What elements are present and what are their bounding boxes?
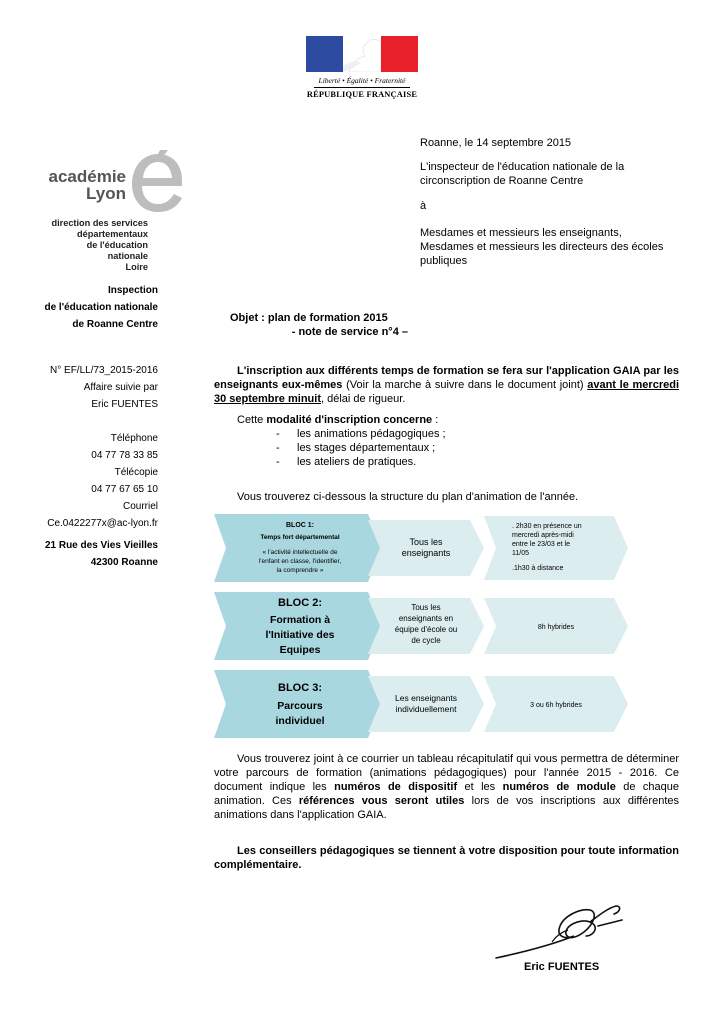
duration1-text: . 2h30 en présence un [512,523,582,530]
training-plan-diagram [214,512,684,748]
recipient-line: publiques [420,255,468,267]
republique-francaise-logo [306,36,418,106]
address-line: 42300 Roanne [90,557,158,568]
public1-text: Tous les [409,537,443,547]
letter-date: Roanne, le 14 septembre 2015 [420,137,572,149]
sender-reference-block [47,362,158,532]
modality-list [276,427,446,469]
bloc3-title: BLOC 3: [278,682,322,694]
fax-number: 04 77 67 65 10 [91,484,158,495]
public2-text: de cycle [411,636,441,645]
p1-mid: (Voir la marche à suivre dans le document joint) [342,379,588,391]
p1-bold: L'inscription aux différents temps de formation se fera sur l'application GAIA par les enseignants eux-mêmes [214,365,679,391]
p1-end: , délai de rigueur. [320,393,406,405]
sender-title-line: de Roanne Centre [72,319,158,330]
from-line: L'inspecteur de l'éducation nationale de la [420,161,625,173]
list-item: - les stages départementaux ; [276,442,436,454]
dsden-line: départementaux [77,229,148,239]
public2-text: enseignants en [398,614,454,623]
paragraph-contact: Les conseillers pédagogiques se tiennent à votre disposition pour toute information complémentaire. [214,845,679,871]
duration3-text: 3 ou 6h hybrides [530,702,582,709]
duration2-text: 8h hybrides [537,624,575,631]
email-label: Courriel [122,501,158,512]
logo-divider [314,87,410,88]
list-item-text: les stages départementaux ; [297,442,436,454]
subject-line2: - note de service n°4 – [291,326,408,338]
bloc1-quote: la comprendre » [276,567,324,574]
bloc1-quote: l'enfant en classe, l'identifier, [258,558,342,565]
dsden-label [48,218,148,273]
logo-republic: RÉPUBLIQUE FRANÇAISE [306,90,418,99]
bloc2-text: Formation à [269,614,331,626]
dsden-line: direction des services [51,218,148,228]
p4-bold: numéros de module [502,781,616,793]
bloc3-text: individuel [275,715,325,727]
p4-text: Vous trouverez joint à ce courrier un tableau récapitulatif qui vous permettra de déterminer votre parcours de formation (animations pédagogiques) pour l'année 2015 - 2016. Ce document indique les [214,753,679,793]
sender-title-line: Inspection [107,285,158,296]
address-line: 21 Rue des Vies Vieilles [44,540,158,551]
paragraph-attachment [214,752,679,822]
p2-start: Cette [237,414,267,426]
dsden-line: de l'éducation nationale [86,240,148,261]
followed-name: Eric FUENTES [91,399,158,410]
bloc2-text: Equipes [279,644,321,656]
p4-bold: références vous seront utiles [298,795,465,807]
public1-text: enseignants [401,548,451,558]
diagram-row-3 [214,670,628,738]
from-line: circonscription de Roanne Centre [420,175,584,187]
p4-text: lors de vos inscriptions aux différentes animations dans l'application GAIA. [214,795,679,821]
sender-title-line: de l'éducation nationale [44,302,158,313]
list-item-text: les ateliers de pratiques. [297,456,417,468]
academie-e-icon [130,150,186,214]
public3-text: Les enseignants [395,693,457,703]
p2-end: : [432,414,439,426]
p2-bold: modalité d'inscription concerne [266,414,433,426]
phone-label: Téléphone [110,433,158,444]
sender-address [45,537,158,571]
recipient-line: Mesdames et messieurs les directeurs des écoles [420,241,664,253]
logo-motto: Liberté • Égalité • Fraternité [318,76,406,85]
diagram-row-1 [214,514,628,582]
recipient-line: Mesdames et messieurs les enseignants, [420,227,622,239]
bloc1-title: BLOC 1: [286,522,314,529]
list-item-text: les animations pédagogiques ; [297,428,446,440]
signature-icon [494,896,634,966]
academie-line2: Lyon [86,184,126,203]
duration1-text: entre le 23/03 et le [512,541,570,548]
letter-to-word: à [420,200,427,212]
bloc3-text: Parcours [277,700,323,712]
paragraph-registration [214,364,679,406]
public3-text: individuellement [395,704,457,714]
bloc1-sub: Temps fort départemental [260,534,340,541]
p4-text: et les [457,781,503,793]
paragraph-modality [237,413,438,427]
phone-number: 04 77 78 33 85 [91,450,158,461]
bloc1-quote: « l'activité intellectuelle de [262,549,338,556]
public2-text: équipe d'école ou [394,625,458,634]
signature-name: Eric FUENTES [524,961,600,973]
subject-block [230,311,410,339]
p4-bold: numéros de dispositif [334,781,458,793]
paragraph-structure: Vous trouverez ci-dessous la structure du plan d'animation de l'année. [237,491,579,503]
sender-title [44,282,158,333]
diagram-row-2 [214,592,628,660]
duration1-text: .1h30 à distance [512,565,564,572]
followed-label: Affaire suivie par [83,382,158,393]
duration1-text: mercredi après-midi [512,532,574,539]
public2-text: Tous les [411,603,441,612]
academie-lyon-logo [48,150,188,272]
duration1-text: 11/05 [512,550,529,557]
bloc2-title: BLOC 2: [278,597,322,609]
list-item: - les ateliers de pratiques. [276,456,417,468]
academie-name [49,168,127,202]
letter-recipients [420,226,663,268]
academie-line1: académie [48,167,126,186]
email-address: Ce.0422277x@ac-lyon.fr [47,518,158,529]
list-item: - les animations pédagogiques ; [276,428,446,440]
letter-from [420,160,624,188]
bloc2-text: l'Initiative des [265,629,335,641]
dsden-line: Loire [125,262,148,272]
p4-text: de chaque animation. Ces [214,781,679,807]
subject-line1: Objet : plan de formation 2015 [230,312,388,324]
p1-deadline: avant le mercredi 30 septembre minuit [214,379,679,405]
marianne-flag-icon [306,36,418,72]
fax-label: Télécopie [114,467,158,478]
reference-number: N° EF/LL/73_2015-2016 [50,365,158,376]
